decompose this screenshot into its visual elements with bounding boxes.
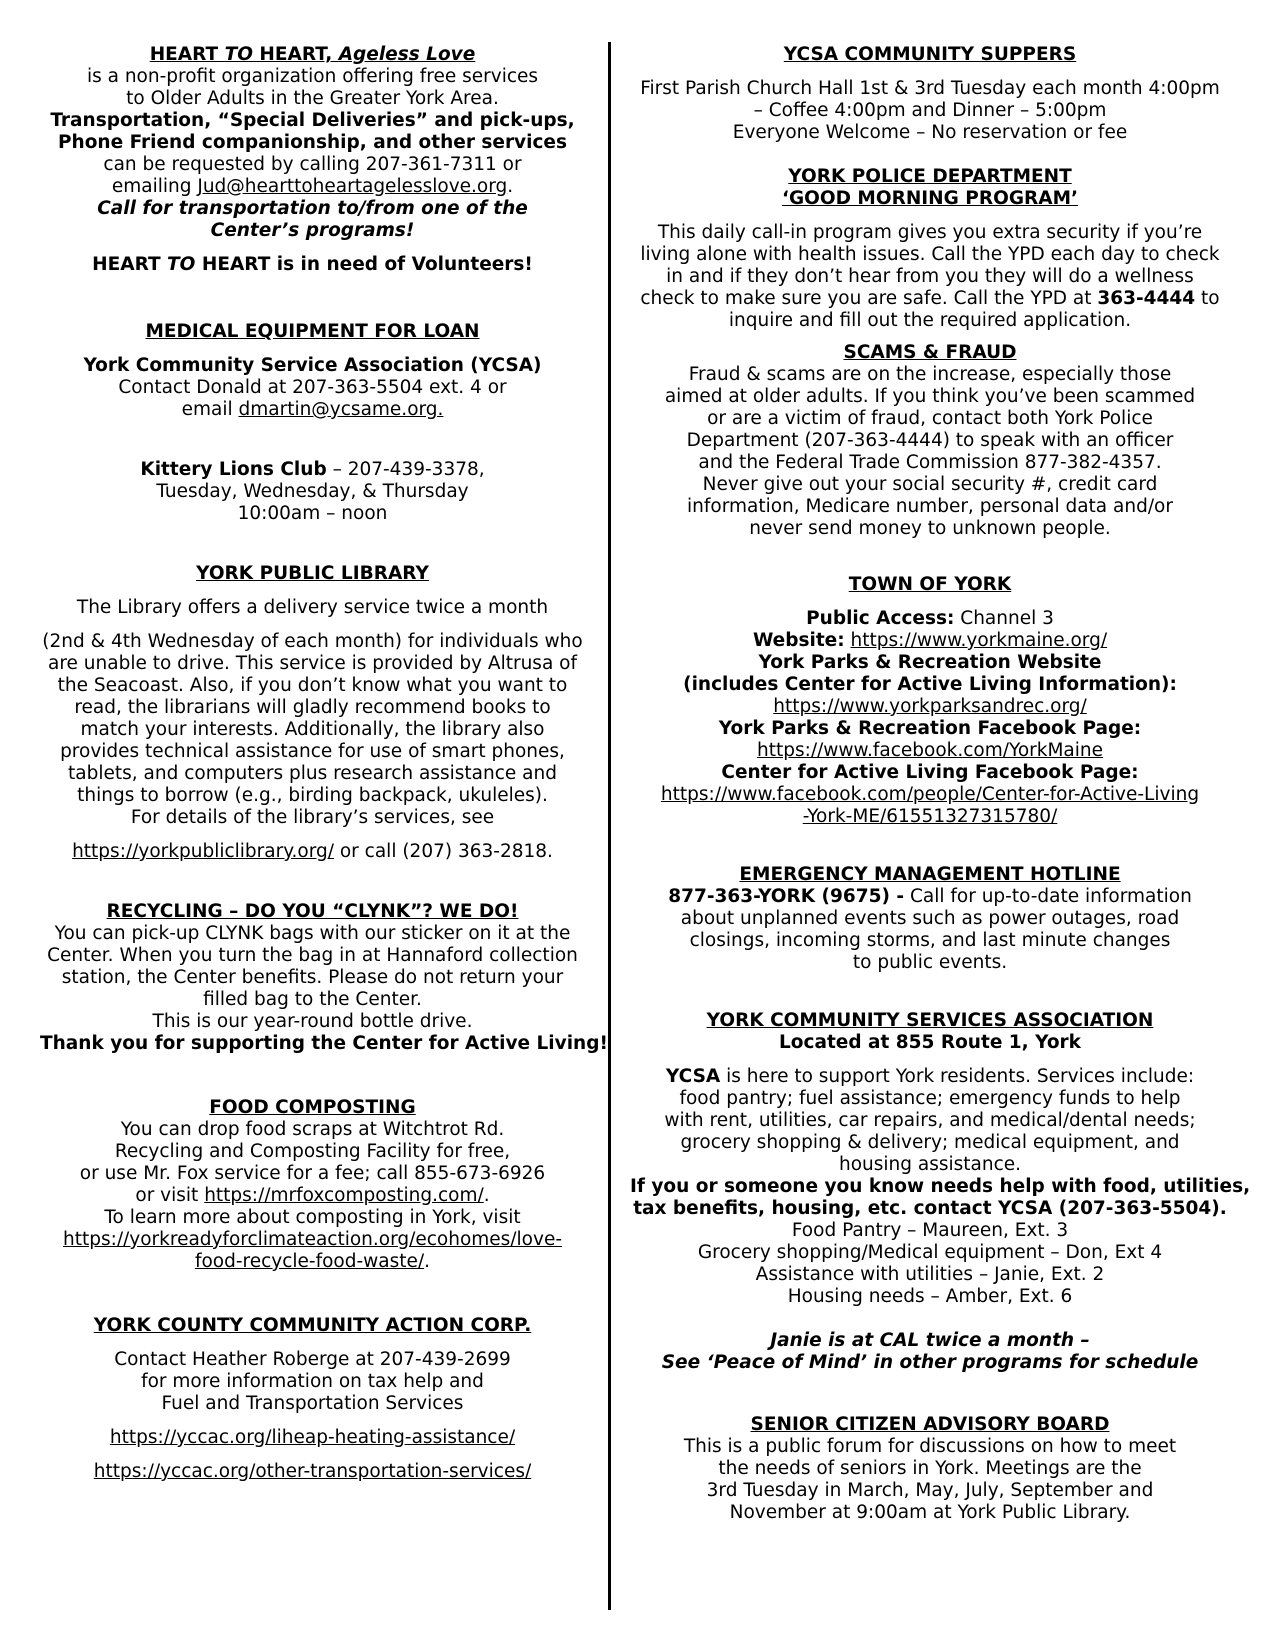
text-part: emailing: [111, 176, 198, 197]
text-line: to public events.: [852, 952, 1008, 973]
text-part: – 207-439-3378,: [326, 459, 485, 480]
text-line: inquire and fill out the required application.: [728, 310, 1132, 331]
text-line: Thank you for supporting the Center for Active Living!: [40, 1033, 608, 1054]
text-line: Fuel and Transportation Services: [161, 1393, 464, 1414]
text-line: Center. When you turn the bag in at Hannaford collection: [47, 945, 578, 966]
text-line: This daily call-in program gives you extra security if you’re: [657, 222, 1203, 243]
parks-rec-link[interactable]: https://www.yorkparksandrec.org/: [773, 696, 1087, 717]
text-line: [630, 886, 1230, 908]
section-title: YORK COUNTY COMMUNITY ACTION CORP.: [93, 1315, 532, 1336]
text-line: is a non-profit organization offering free services: [86, 66, 539, 87]
text-part: YCSA: [665, 1066, 721, 1087]
ycsa-email-link[interactable]: dmartin@ycsame.org.: [238, 399, 444, 420]
scams-section: [630, 342, 1230, 540]
text-line: with rent, utilities, car repairs, and medical/dental needs;: [664, 1110, 1196, 1131]
text-line: read, the librarians will gladly recommend books to: [74, 697, 551, 718]
contact-line: Housing needs – Amber, Ext. 6: [787, 1286, 1073, 1307]
text-line: about unplanned events such as power outages, road: [680, 908, 1180, 929]
text-line: – Coffee 4:00pm and Dinner – 5:00pm: [753, 100, 1107, 121]
text-line: Janie is at CAL twice a month –: [770, 1330, 1090, 1351]
text-line: match your interests. Additionally, the library also: [80, 719, 545, 740]
transportation-link[interactable]: https://yccac.org/other-transportation-services/: [93, 1461, 532, 1482]
section-title: RECYCLING – DO YOU “CLYNK”? WE DO!: [106, 901, 519, 922]
text-line: are unable to drive. This service is provided by Altrusa of: [48, 653, 577, 674]
text-line: Center’s programs!: [210, 220, 415, 241]
text-line: Tuesday, Wednesday, & Thursday: [156, 481, 469, 502]
text-line: Never give out your social security #, credit card: [702, 474, 1158, 495]
section-title: EMERGENCY MANAGEMENT HOTLINE: [739, 864, 1121, 885]
column-divider: [608, 42, 611, 1610]
yccac-section: [40, 1315, 585, 1483]
section-title: YORK COMMUNITY SERVICES ASSOCIATION: [706, 1010, 1154, 1031]
text-line: [630, 696, 1230, 718]
text-line: Phone Friend companionship, and other services: [57, 132, 567, 153]
text-line: [40, 1251, 585, 1273]
town-of-york-section: [630, 574, 1230, 828]
right-column: [630, 44, 1251, 1524]
suppers-section: [630, 44, 1230, 144]
heating-assistance-link[interactable]: https://yccac.org/liheap-heating-assistance/: [109, 1427, 516, 1448]
contact-line: Grocery shopping/Medical equipment – Don, Ext 4: [697, 1242, 1163, 1263]
section-title: FOOD COMPOSTING: [209, 1097, 416, 1118]
text-part: to: [1195, 288, 1220, 309]
text-part: check to make sure you are safe. Call the YPD at: [640, 288, 1098, 309]
left-column: [40, 44, 608, 1483]
text-line: The Library offers a delivery service twice a month: [76, 597, 549, 618]
text-line: Transportation, “Special Deliveries” and pick-ups,: [50, 110, 575, 131]
section-title: SCAMS & FRAUD: [843, 342, 1017, 363]
recycling-section: [40, 901, 608, 1055]
text-line: York Parks & Recreation Website: [758, 652, 1102, 673]
text-line: See ‘Peace of Mind’ in other programs for schedule: [661, 1352, 1199, 1373]
climate-action-link[interactable]: https://yorkreadyforclimateaction.org/ecohomes/love-: [62, 1229, 563, 1250]
cal-facebook-link[interactable]: https://www.facebook.com/people/Center-for-Active-Living: [660, 784, 1200, 805]
title-part: HEART,: [252, 44, 339, 65]
text-line: [40, 1461, 585, 1483]
text-line: Department (207-363-4444) to speak with an officer: [686, 430, 1174, 451]
text-line: Call for transportation to/from one of the: [97, 198, 528, 219]
text-part: HEART: [92, 254, 168, 275]
text-line: closings, incoming storms, and last minute changes: [689, 930, 1171, 951]
section-title: YORK PUBLIC LIBRARY: [196, 563, 429, 584]
text-part: Call for up-to-date information: [904, 886, 1192, 907]
text-part: Website:: [752, 630, 845, 651]
cal-facebook-link-cont[interactable]: -York-ME/61551327315780/: [802, 806, 1058, 827]
text-line: [40, 399, 585, 421]
text-line: You can pick-up CLYNK bags with our sticker on it at the: [54, 923, 571, 944]
section-subtitle: Located at 855 Route 1, York: [779, 1032, 1081, 1053]
text-line: Contact Heather Roberge at 207-439-2699: [114, 1349, 511, 1370]
text-line: November at 9:00am at York Public Library.: [729, 1502, 1131, 1523]
text-line: You can drop food scraps at Witchtrot Rd.: [120, 1119, 505, 1140]
text-line: [630, 1066, 1230, 1088]
contact-line: Assistance with utilities – Janie, Ext. 2: [755, 1264, 1105, 1285]
text-line: [630, 740, 1230, 762]
text-line: for more information on tax help and: [141, 1371, 484, 1392]
text-part: Public Access:: [806, 608, 955, 629]
text-line: or use Mr. Fox service for a fee; call 855-673-6926: [79, 1163, 546, 1184]
text-line: never send money to unknown people.: [749, 518, 1111, 539]
text-line: To learn more about composting in York, visit: [104, 1207, 521, 1228]
text-part: TO: [167, 254, 196, 275]
text-line: Center for Active Living Facebook Page:: [721, 762, 1139, 783]
text-line: to Older Adults in the Greater York Area.: [126, 88, 499, 109]
text-line: in and if they don’t hear from you they will do a wellness: [666, 266, 1194, 287]
text-line: First Parish Church Hall 1st & 3rd Tuesday each month 4:00pm: [640, 78, 1220, 99]
text-line: [40, 841, 585, 863]
text-part: or visit: [135, 1185, 205, 1206]
text-line: Recycling and Composting Facility for free,: [114, 1141, 511, 1162]
text-line: information, Medicare number, personal data and/or: [687, 496, 1173, 517]
text-line: For details of the library’s services, see: [130, 807, 495, 828]
library-section: [40, 563, 585, 863]
text-line: This is a public forum for discussions on how to meet: [683, 1436, 1177, 1457]
medical-equipment-section: [40, 321, 585, 525]
text-line: can be requested by calling 207-361-7311 or: [103, 154, 522, 175]
text-line: [40, 1229, 585, 1251]
text-line: 10:00am – noon: [237, 503, 388, 524]
york-facebook-link[interactable]: https://www.facebook.com/YorkMaine: [756, 740, 1104, 761]
library-link[interactable]: https://yorkpubliclibrary.org/: [72, 841, 334, 862]
text-part: .: [507, 176, 514, 197]
climate-action-link-cont[interactable]: food-recycle-food-waste/: [194, 1251, 425, 1272]
text-line: housing assistance.: [838, 1154, 1022, 1175]
heart-to-heart-section: [40, 44, 585, 276]
text-line: York Parks & Recreation Facebook Page:: [718, 718, 1142, 739]
text-line: the Seacoast. Also, if you don’t know what you want to: [57, 675, 568, 696]
text-line: Fraud & scams are on the increase, especially those: [688, 364, 1172, 385]
heart-email-link[interactable]: Jud@hearttoheartagelesslove.org: [197, 176, 508, 197]
text-part: .: [424, 1251, 431, 1272]
section-title: SENIOR CITIZEN ADVISORY BOARD: [750, 1414, 1110, 1435]
mrfox-link[interactable]: https://mrfoxcomposting.com/: [204, 1185, 484, 1206]
text-line: York Community Service Association (YCSA): [83, 355, 542, 376]
title-part: HEART: [149, 44, 225, 65]
text-line: [40, 1185, 585, 1207]
text-line: food pantry; fuel assistance; emergency funds to help: [679, 1088, 1181, 1109]
text-line: provides technical assistance for use of smart phones,: [60, 741, 565, 762]
volunteers-line: [40, 254, 585, 276]
text-line: [40, 176, 585, 198]
text-line: living alone with health issues. Call the YPD each day to check: [640, 244, 1220, 265]
text-part: 877-363-YORK (9675) -: [668, 886, 905, 907]
text-line: things to borrow (e.g., birding backpack, ukuleles).: [77, 785, 548, 806]
text-part: is here to support York residents. Services include:: [720, 1066, 1195, 1087]
text-line: This is our year-round bottle drive.: [152, 1011, 473, 1032]
text-line: (2nd & 4th Wednesday of each month) for individuals who: [42, 631, 583, 652]
title-part: TO: [224, 44, 253, 65]
text-line: the needs of seniors in York. Meetings are the: [718, 1458, 1142, 1479]
text-line: station, the Center benefits. Please do not return your: [61, 967, 564, 988]
text-line: Contact Donald at 207-363-5504 ext. 4 or: [118, 377, 507, 398]
text-part: 363-4444: [1097, 288, 1196, 309]
text-part: Channel 3: [954, 608, 1054, 629]
text-line: [40, 459, 585, 481]
text-part: or call (207) 363-2818.: [333, 841, 553, 862]
text-part: .: [483, 1185, 490, 1206]
section-title: MEDICAL EQUIPMENT FOR LOAN: [145, 321, 480, 342]
text-line: [40, 1427, 585, 1449]
text-part: email: [181, 399, 239, 420]
text-line: grocery shopping & delivery; medical equipment, and: [680, 1132, 1180, 1153]
text-line: Everyone Welcome – No reservation or fee: [732, 122, 1128, 143]
contact-line: Food Pantry – Maureen, Ext. 3: [791, 1220, 1069, 1241]
text-line: and the Federal Trade Commission 877-382-4357.: [698, 452, 1162, 473]
text-line: filled bag to the Center.: [203, 989, 422, 1010]
text-line: [630, 608, 1230, 630]
yorkmaine-link[interactable]: https://www.yorkmaine.org/: [850, 630, 1108, 651]
text-line: If you or someone you know needs help with food, utilities,: [630, 1176, 1251, 1197]
text-line: [630, 806, 1230, 828]
section-title: YORK POLICE DEPARTMENT: [788, 166, 1072, 187]
emergency-hotline-section: [630, 864, 1230, 974]
text-line: [630, 288, 1230, 310]
food-composting-section: [40, 1097, 585, 1273]
text-line: tablets, and computers plus research assistance and: [68, 763, 557, 784]
heart-to-heart-title: [40, 44, 585, 66]
title-part: Ageless Love: [338, 44, 476, 65]
section-title: YCSA COMMUNITY SUPPERS: [783, 44, 1077, 65]
text-line: tax benefits, housing, etc. contact YCSA (207-363-5504).: [633, 1198, 1227, 1219]
section-title: TOWN OF YORK: [848, 574, 1012, 595]
advisory-board-section: [630, 1414, 1230, 1524]
ycsa-section: [630, 1010, 1251, 1374]
text-part: Kittery Lions Club: [140, 459, 327, 480]
text-line: [630, 630, 1230, 652]
text-line: 3rd Tuesday in March, May, July, September and: [706, 1480, 1154, 1501]
police-section: [630, 166, 1230, 332]
text-line: aimed at older adults. If you think you’ve been scammed: [664, 386, 1196, 407]
text-line: [630, 784, 1230, 806]
text-part: HEART is in need of Volunteers!: [195, 254, 533, 275]
text-line: (includes Center for Active Living Information):: [683, 674, 1177, 695]
text-line: or are a victim of fraud, contact both York Police: [707, 408, 1153, 429]
section-subtitle: ‘GOOD MORNING PROGRAM’: [781, 188, 1079, 209]
